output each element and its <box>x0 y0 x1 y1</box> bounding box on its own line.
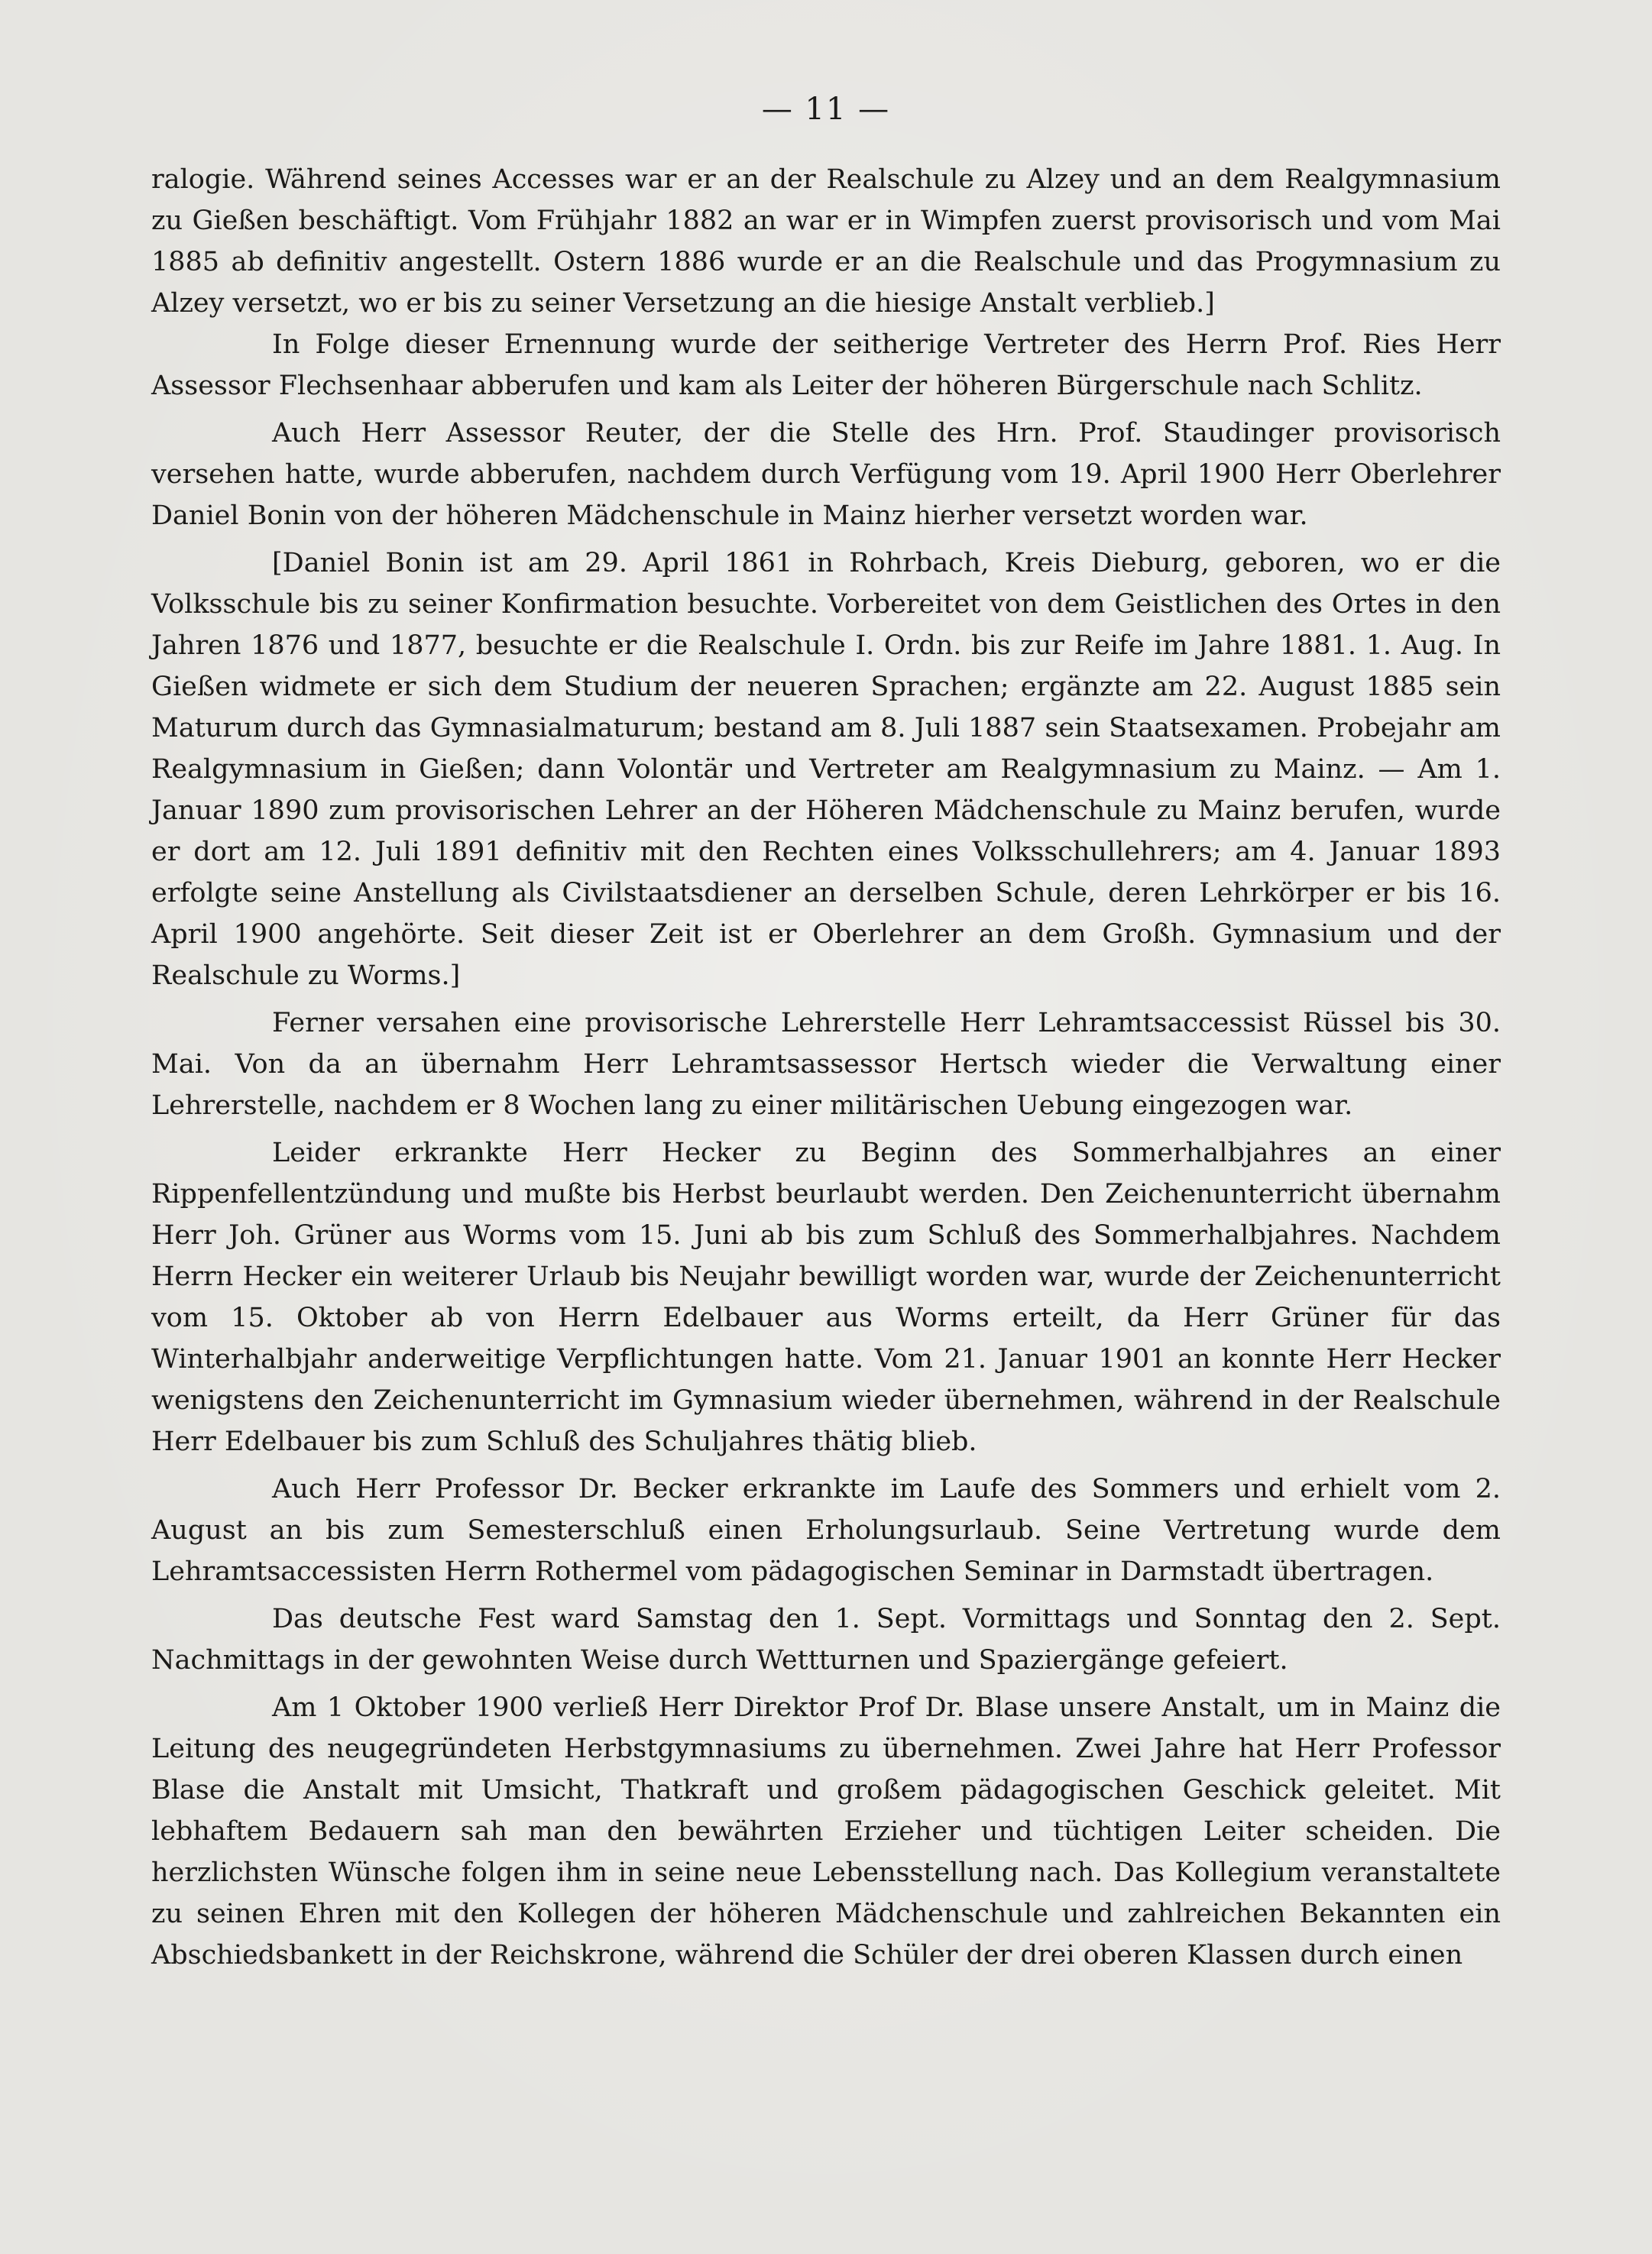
paragraph-4: [Daniel Bonin ist am 29. April 1861 in Rohrbach, Kreis Dieburg, geboren, wo er die Volksschule bis zu seiner Konfirmation besuchte. Vorbereitet von dem Geistlichen des Ortes in den Jahren 1876 und 1877, besuchte er die Realschule I. Ordn. bis zur Reife im Jahre 1881. 1. Aug. In Gießen widmete er sich dem Studium der neueren Sprachen; ergänzte am 22. August 1885 sein Maturum durch das Gymnasialmaturum; bestand am 8. Juli 1887 sein Staatsexamen. Probejahr am Realgymnasium in Gießen; dann Volontär und Vertreter am Realgymnasium zu Mainz. — Am 1. Januar 1890 zum provisorischen Lehrer an der Höheren Mädchenschule zu Mainz berufen, wurde er dort am 12. Juli 1891 definitiv mit den Rechten eines Volksschullehrers; am 4. Januar 1893 erfolgte seine Anstellung als Civilstaatsdiener an derselben Schule, deren Lehrkörper er bis 16. April 1900 angehörte. Seit dieser Zeit ist er Oberlehrer an dem Großh. Gymnasium und der Realschule zu Worms.] <box>151 548 1501 991</box>
paragraph-3: Auch Herr Assessor Reuter, der die Stelle des Hrn. Prof. Staudinger provisorisch versehen hatte, wurde abberufen, nachdem durch Verfügung vom 19. April 1900 Herr Oberlehrer Daniel Bonin von der höheren Mädchenschule in Mainz hierher versetzt worden war. <box>151 418 1501 531</box>
paragraph-1: ralogie. Während seines Accesses war er an der Realschule zu Alzey und an dem Realgymnasium zu Gießen beschäftigt. Vom Frühjahr 1882 an war er in Wimpfen zuerst provisorisch und vom Mai 1885 ab definitiv angestellt. Ostern 1886 wurde er an die Realschule und das Progymnasium zu Alzey versetzt, wo er bis zu seiner Versetzung an die hiesige Anstalt verblieb.] <box>151 164 1501 319</box>
paragraph-2: In Folge dieser Ernennung wurde der seitherige Vertreter des Herrn Prof. Ries Herr Assessor Flechsenhaar abberufen und kam als Leiter der höheren Bürgerschule nach Schlitz. <box>151 329 1501 401</box>
paragraph-8: Das deutsche Fest ward Samstag den 1. Sept. Vormittags und Sonntag den 2. Sept. Nachmittags in der gewohnten Weise durch Wettturnen und Spaziergänge gefeiert. <box>151 1604 1501 1676</box>
paragraph-6: Leider erkrankte Herr Hecker zu Beginn des Sommerhalbjahres an einer Rippenfellentzündung und mußte bis Herbst beurlaubt werden. Den Zeichenunterricht übernahm Herr Joh. Grüner aus Worms vom 15. Juni ab bis zum Schluß des Sommerhalbjahres. Nachdem Herrn Hecker ein weiterer Urlaub bis Neujahr bewilligt worden war, wurde der Zeichenunterricht vom 15. Oktober ab von Herrn Edelbauer aus Worms erteilt, da Herr Grüner für das Winterhalbjahr anderweitige Verpflichtungen hatte. Vom 21. Januar 1901 an konnte Herr Hecker wenigstens den Zeichenunterricht im Gymnasium wieder übernehmen, während in der Realschule Herr Edelbauer bis zum Schluß des Schuljahres thätig blieb. <box>151 1138 1501 1457</box>
body-text <box>151 159 1501 1976</box>
paragraph-5: Ferner versahen eine provisorische Lehrerstelle Herr Lehramtsaccessist Rüssel bis 30. Mai. Von da an übernahm Herr Lehramtsassessor Hertsch wieder die Verwaltung einer Lehrerstelle, nachdem er 8 Wochen lang zu einer militärischen Uebung eingezogen war. <box>151 1008 1501 1121</box>
page-number: — 11 — <box>761 92 891 127</box>
paragraph-9: Am 1 Oktober 1900 verließ Herr Direktor Prof Dr. Blase unsere Anstalt, um in Mainz die Leitung des neugegründeten Herbstgymnasiums zu übernehmen. Zwei Jahre hat Herr Professor Blase die Anstalt mit Umsicht, Thatkraft und großem pädagogischen Geschick geleitet. Mit lebhaftem Bedauern sah man den bewährten Erzieher und tüchtigen Leiter scheiden. Die herzlichsten Wünsche folgen ihm in seine neue Lebensstellung nach. Das Kollegium veranstaltete zu seinen Ehren mit den Kollegen der höheren Mädchenschule und zahlreichen Bekannten ein Abschiedsbankett in der Reichskrone, während die Schüler der drei oberen Klassen durch einen <box>151 1692 1501 1971</box>
paragraph-7: Auch Herr Professor Dr. Becker erkrankte im Laufe des Sommers und erhielt vom 2. August an bis zum Semesterschluß einen Erholungsurlaub. Seine Vertretung wurde dem Lehramtsaccessisten Herrn Rothermel vom pädagogischen Seminar in Darmstadt übertragen. <box>151 1474 1501 1587</box>
